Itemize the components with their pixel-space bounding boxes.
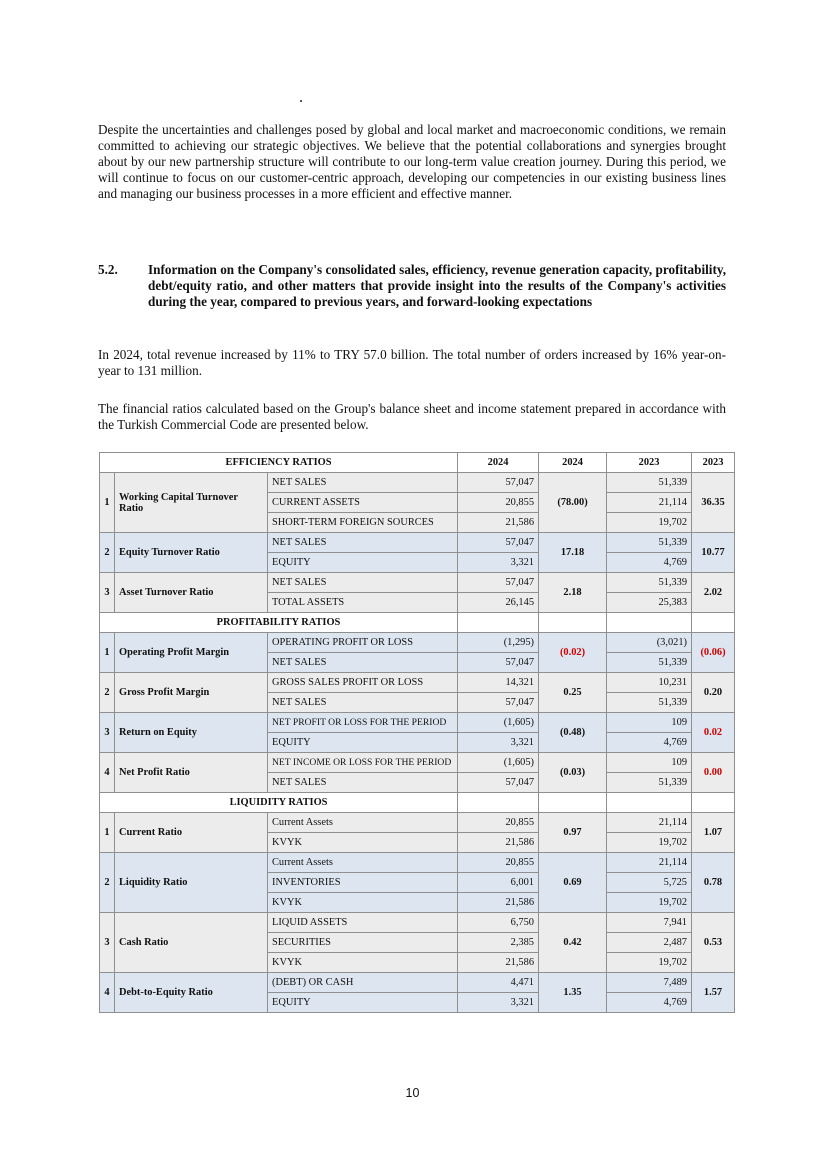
- component-label: CURRENT ASSETS: [268, 493, 458, 513]
- year-header: 2023: [692, 453, 735, 473]
- ratio-name: Net Profit Ratio: [115, 753, 268, 793]
- ratio-component-row: [100, 633, 735, 653]
- component-label: LIQUID ASSETS: [268, 913, 458, 933]
- value-2023: 109: [607, 753, 692, 773]
- ratio-2023: (0.06): [692, 633, 735, 673]
- value-2024: 2,385: [458, 933, 539, 953]
- ratio-2023: 1.57: [692, 973, 735, 1013]
- value-2023: 4,769: [607, 993, 692, 1013]
- value-2023: 51,339: [607, 573, 692, 593]
- value-2023: 51,339: [607, 653, 692, 673]
- value-2024: (1,605): [458, 753, 539, 773]
- ratio-component-row: [100, 473, 735, 493]
- ratio-2024: (0.02): [539, 633, 607, 673]
- ratio-2024: 0.97: [539, 813, 607, 853]
- section-title: LIQUIDITY RATIOS: [100, 793, 458, 813]
- ratio-index: 3: [100, 713, 115, 753]
- component-label: SECURITIES: [268, 933, 458, 953]
- revenue-paragraph: In 2024, total revenue increased by 11% to TRY 57.0 billion. The total number of orders increased by 16% year-on-year to 131 million.: [98, 347, 726, 378]
- value-2024: 57,047: [458, 653, 539, 673]
- component-label: NET SALES: [268, 473, 458, 493]
- ratio-component-row: [100, 973, 735, 993]
- ratio-index: 1: [100, 813, 115, 853]
- value-2023: 109: [607, 713, 692, 733]
- component-label: EQUITY: [268, 993, 458, 1013]
- year-header: 2024: [539, 453, 607, 473]
- section-header-row: [100, 793, 735, 813]
- value-2023: 2,487: [607, 933, 692, 953]
- value-2024: 6,001: [458, 873, 539, 893]
- ratio-component-row: [100, 753, 735, 773]
- component-label: (DEBT) OR CASH: [268, 973, 458, 993]
- ratio-2024: (0.48): [539, 713, 607, 753]
- financial-ratios-table: [99, 452, 735, 1013]
- value-2023: 51,339: [607, 473, 692, 493]
- stray-dot: [300, 100, 302, 102]
- component-label: NET SALES: [268, 693, 458, 713]
- empty-header-cell: [692, 613, 735, 633]
- component-label: SHORT-TERM FOREIGN SOURCES: [268, 513, 458, 533]
- ratio-name: Liquidity Ratio: [115, 853, 268, 913]
- ratio-2023: 36.35: [692, 473, 735, 533]
- ratio-name: Return on Equity: [115, 713, 268, 753]
- value-2024: (1,295): [458, 633, 539, 653]
- value-2023: 19,702: [607, 893, 692, 913]
- value-2024: (1,605): [458, 713, 539, 733]
- section-title: PROFITABILITY RATIOS: [100, 613, 458, 633]
- ratio-index: 4: [100, 753, 115, 793]
- empty-header-cell: [458, 793, 539, 813]
- component-label: OPERATING PROFIT OR LOSS: [268, 633, 458, 653]
- component-label: KVYK: [268, 953, 458, 973]
- value-2024: 57,047: [458, 533, 539, 553]
- component-label: EQUITY: [268, 733, 458, 753]
- component-label: GROSS SALES PROFIT OR LOSS: [268, 673, 458, 693]
- ratio-index: 4: [100, 973, 115, 1013]
- ratio-2024: 0.69: [539, 853, 607, 913]
- component-label: NET SALES: [268, 533, 458, 553]
- empty-header-cell: [539, 613, 607, 633]
- ratio-2023: 0.53: [692, 913, 735, 973]
- value-2024: 26,145: [458, 593, 539, 613]
- ratio-name: Debt-to-Equity Ratio: [115, 973, 268, 1013]
- section-header-row: [100, 613, 735, 633]
- ratio-2024: 0.42: [539, 913, 607, 973]
- value-2024: 21,586: [458, 893, 539, 913]
- ratio-name: Working Capital Turnover Ratio: [115, 473, 268, 533]
- ratio-component-row: [100, 913, 735, 933]
- value-2024: 14,321: [458, 673, 539, 693]
- value-2024: 21,586: [458, 513, 539, 533]
- value-2024: 21,586: [458, 953, 539, 973]
- section-title: Information on the Company's consolidated sales, efficiency, revenue generation capacity, profitability, debt/equity ratio, and other matters that provide insight into the results of the Company's activities during the year, compared to previous years, and forward-looking expectations: [148, 262, 726, 309]
- component-label: KVYK: [268, 893, 458, 913]
- ratio-component-row: [100, 673, 735, 693]
- component-label: EQUITY: [268, 553, 458, 573]
- year-header: 2024: [458, 453, 539, 473]
- empty-header-cell: [607, 613, 692, 633]
- empty-header-cell: [692, 793, 735, 813]
- value-2024: 57,047: [458, 473, 539, 493]
- ratio-name: Asset Turnover Ratio: [115, 573, 268, 613]
- ratios-paragraph: The financial ratios calculated based on the Group's balance sheet and income statement prepared in accordance with the Turkish Commercial Code are presented below.: [98, 401, 726, 432]
- value-2023: 51,339: [607, 533, 692, 553]
- component-label: INVENTORIES: [268, 873, 458, 893]
- ratio-name: Gross Profit Margin: [115, 673, 268, 713]
- ratio-component-row: [100, 573, 735, 593]
- ratio-name: Current Ratio: [115, 813, 268, 853]
- component-label: NET PROFIT OR LOSS FOR THE PERIOD: [268, 713, 458, 733]
- ratio-2024: (0.03): [539, 753, 607, 793]
- value-2023: 7,941: [607, 913, 692, 933]
- ratio-2023: 2.02: [692, 573, 735, 613]
- value-2023: 7,489: [607, 973, 692, 993]
- ratio-index: 2: [100, 533, 115, 573]
- section-header-row: [100, 453, 735, 473]
- page-number: 10: [405, 1086, 420, 1100]
- ratio-component-row: [100, 813, 735, 833]
- value-2023: 19,702: [607, 513, 692, 533]
- ratio-2024: 1.35: [539, 973, 607, 1013]
- ratio-name: Equity Turnover Ratio: [115, 533, 268, 573]
- ratio-index: 1: [100, 633, 115, 673]
- value-2023: 21,114: [607, 853, 692, 873]
- ratio-2023: 10.77: [692, 533, 735, 573]
- value-2024: 20,855: [458, 813, 539, 833]
- value-2024: 57,047: [458, 573, 539, 593]
- empty-header-cell: [607, 793, 692, 813]
- ratio-component-row: [100, 533, 735, 553]
- value-2023: 51,339: [607, 693, 692, 713]
- ratio-2023: 0.78: [692, 853, 735, 913]
- ratio-name: Cash Ratio: [115, 913, 268, 973]
- section-title: EFFICIENCY RATIOS: [100, 453, 458, 473]
- ratio-2024: 17.18: [539, 533, 607, 573]
- empty-header-cell: [539, 793, 607, 813]
- value-2024: 3,321: [458, 733, 539, 753]
- ratio-index: 2: [100, 853, 115, 913]
- ratio-2024: 0.25: [539, 673, 607, 713]
- value-2024: 4,471: [458, 973, 539, 993]
- value-2024: 3,321: [458, 993, 539, 1013]
- section-number: 5.2.: [98, 262, 118, 277]
- component-label: NET SALES: [268, 773, 458, 793]
- value-2024: 57,047: [458, 773, 539, 793]
- value-2023: 21,114: [607, 493, 692, 513]
- component-label: NET INCOME OR LOSS FOR THE PERIOD: [268, 753, 458, 773]
- ratio-2023: 0.00: [692, 753, 735, 793]
- value-2023: (3,021): [607, 633, 692, 653]
- component-label: KVYK: [268, 833, 458, 853]
- value-2024: 20,855: [458, 853, 539, 873]
- ratio-2023: 0.20: [692, 673, 735, 713]
- ratio-2024: (78.00): [539, 473, 607, 533]
- value-2023: 19,702: [607, 833, 692, 853]
- value-2023: 51,339: [607, 773, 692, 793]
- value-2023: 21,114: [607, 813, 692, 833]
- value-2024: 3,321: [458, 553, 539, 573]
- section-heading: [98, 262, 726, 310]
- component-label: Current Assets: [268, 813, 458, 833]
- value-2023: 19,702: [607, 953, 692, 973]
- component-label: NET SALES: [268, 573, 458, 593]
- ratio-index: 1: [100, 473, 115, 533]
- value-2023: 25,383: [607, 593, 692, 613]
- ratio-table-body: [100, 453, 735, 1013]
- ratio-component-row: [100, 853, 735, 873]
- value-2024: 20,855: [458, 493, 539, 513]
- empty-header-cell: [458, 613, 539, 633]
- value-2024: 21,586: [458, 833, 539, 853]
- ratio-2024: 2.18: [539, 573, 607, 613]
- value-2023: 5,725: [607, 873, 692, 893]
- ratio-index: 2: [100, 673, 115, 713]
- value-2023: 4,769: [607, 733, 692, 753]
- component-label: NET SALES: [268, 653, 458, 673]
- component-label: TOTAL ASSETS: [268, 593, 458, 613]
- value-2023: 10,231: [607, 673, 692, 693]
- ratio-index: 3: [100, 573, 115, 613]
- ratio-component-row: [100, 713, 735, 733]
- value-2023: 4,769: [607, 553, 692, 573]
- component-label: Current Assets: [268, 853, 458, 873]
- year-header: 2023: [607, 453, 692, 473]
- value-2024: 6,750: [458, 913, 539, 933]
- ratio-index: 3: [100, 913, 115, 973]
- ratio-name: Operating Profit Margin: [115, 633, 268, 673]
- intro-paragraph: Despite the uncertainties and challenges posed by global and local market and macroeconomic conditions, we remain committed to achieving our strategic objectives. We believe that the potential collaborations and synergies brought about by our new partnership structure will contribute to our long-term value creation journey. During this period, we will continue to focus on our customer-centric approach, developing our competencies in our existing business lines and managing our business processes in a more efficient and effective manner.: [98, 122, 726, 201]
- value-2024: 57,047: [458, 693, 539, 713]
- ratio-2023: 1.07: [692, 813, 735, 853]
- ratio-2023: 0.02: [692, 713, 735, 753]
